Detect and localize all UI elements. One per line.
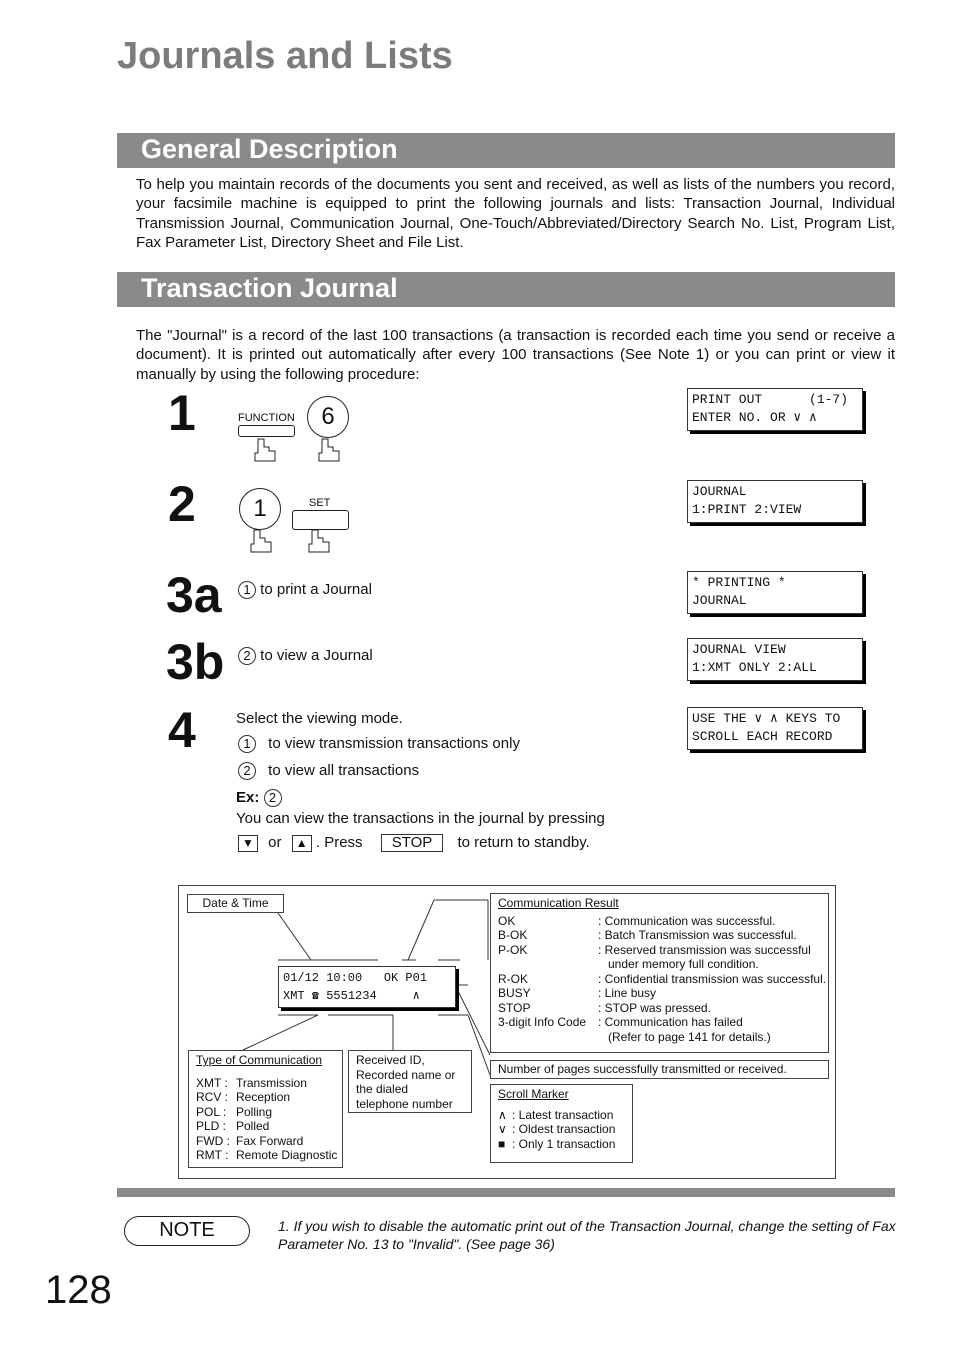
comm-type-code: POL : — [196, 1104, 227, 1119]
comm-type-code: RMT : — [196, 1148, 229, 1162]
display-line-2: XMT ☎ 5551234 ∧ — [283, 989, 420, 1003]
result-row — [498, 914, 821, 929]
lcd-step-3b — [687, 638, 863, 681]
comm-type-code: RCV : — [196, 1090, 229, 1104]
function-key-label: FUNCTION — [238, 412, 295, 424]
result-description: : STOP was pressed. — [598, 1000, 711, 1015]
result-code: BUSY — [498, 986, 531, 1000]
result-row — [498, 928, 821, 943]
lcd-line-2: 1:XMT ONLY 2:ALL — [692, 660, 817, 675]
comm-type-row — [196, 1076, 335, 1091]
divider-bar — [117, 1188, 895, 1197]
result-code: STOP — [498, 1000, 531, 1015]
example-line — [236, 789, 282, 807]
comm-type-row — [196, 1134, 335, 1149]
result-code: B-OK — [498, 928, 528, 942]
result-row — [498, 1015, 821, 1030]
communication-result-title: Communication Result — [498, 896, 619, 910]
step-2-number: 2 — [168, 476, 196, 532]
example-label: Ex: — [236, 789, 260, 806]
result-row — [498, 1001, 821, 1016]
result-description: : Reserved transmission was successful — [598, 942, 811, 957]
page-number: 128 — [45, 1268, 112, 1312]
chapter-title: Journals and Lists — [117, 35, 453, 77]
down-arrow-key[interactable]: ▼ — [238, 835, 258, 852]
lcd-step-1 — [687, 388, 863, 431]
set-button[interactable] — [292, 510, 349, 530]
result-code — [498, 1030, 598, 1045]
scroll-marker-box — [490, 1084, 633, 1163]
pages-box: Number of pages successfully transmitted or received. — [490, 1060, 829, 1079]
result-description: : Communication has failed — [598, 1015, 743, 1029]
step-3a-instruction — [238, 581, 372, 599]
scroll-description: : Latest transaction — [512, 1107, 614, 1122]
section-heading-general: General Description — [117, 133, 895, 168]
result-description: : Communication was successful. — [598, 913, 776, 928]
or-text: or — [268, 834, 282, 851]
lcd-line-1: JOURNAL — [692, 484, 747, 499]
lcd-line-2: ENTER NO. OR ∨ ∧ — [692, 410, 817, 425]
set-key-label: SET — [309, 497, 331, 509]
step-3a-number: 3a — [166, 567, 222, 623]
step-3b-number: 3b — [166, 634, 225, 690]
scroll-marker-title: Scroll Marker — [498, 1087, 569, 1101]
note-text: 1. If you wish to disable the automatic print out of the Transaction Journal, change the setting of Fax Parameter No. 13 to "Invalid". (See page 36) — [278, 1218, 896, 1252]
option-2-text: to view all transactions — [268, 762, 420, 779]
option-1-text: to view transmission transactions only — [268, 735, 520, 752]
scroll-row — [498, 1122, 625, 1137]
step-4-keys-line — [238, 834, 590, 852]
result-description: under memory full condition. — [598, 957, 759, 971]
step-4-description: You can view the transactions in the journal by pressing — [236, 810, 605, 827]
comm-type-description: Transmission — [236, 1075, 307, 1090]
keypad-6-button[interactable]: 6 — [307, 396, 349, 438]
comm-type-description: Remote Diagnostic — [236, 1148, 338, 1162]
lcd-line-1: USE THE ∨ ∧ KEYS TO — [692, 711, 841, 726]
comm-type-row — [196, 1105, 335, 1120]
received-id-box: Received ID, Recorded name or the dialed telephone number — [348, 1050, 472, 1113]
result-code: P-OK — [498, 942, 528, 957]
section-heading-transaction: Transaction Journal — [117, 272, 895, 307]
step-4-option-2 — [238, 762, 419, 780]
result-description: (Refer to page 141 for details.) — [598, 1029, 771, 1044]
result-row — [498, 1030, 821, 1045]
result-row — [498, 943, 821, 958]
communication-result-list — [498, 913, 827, 1045]
lcd-step-3a — [687, 571, 863, 614]
step-4-number: 4 — [168, 702, 196, 758]
scroll-row — [498, 1137, 625, 1152]
lcd-line-2: SCROLL EACH RECORD — [692, 729, 833, 744]
result-description: : Line busy — [598, 986, 657, 1000]
press-hand-icon — [316, 437, 344, 463]
up-arrow-key[interactable]: ▲ — [292, 835, 312, 852]
comm-type-description: Reception — [236, 1090, 291, 1104]
type-of-communication-title: Type of Communication — [196, 1053, 323, 1067]
transaction-journal-text: The "Journal" is a record of the last 100 transactions (a transaction is recorded each time you send or receive a document). It is printed out automatically after every 100 transactions (See Note 1) or you can print or view it manually by using the following procedure: — [136, 327, 895, 383]
step-3a-text: to print a Journal — [260, 581, 372, 598]
result-row — [498, 957, 821, 972]
comm-type-description: Polled — [236, 1119, 270, 1133]
result-row — [498, 986, 821, 1001]
result-code — [498, 957, 598, 972]
press-hand-icon — [306, 528, 334, 554]
journal-display-sample — [278, 966, 456, 1008]
step-1-number: 1 — [168, 385, 196, 441]
lcd-line-1: * PRINTING * — [692, 575, 786, 590]
key-1-circle: 1 — [238, 581, 256, 599]
press-text: . Press — [315, 834, 363, 851]
date-time-label: Date & Time — [187, 894, 284, 913]
step-3b-text: to view a Journal — [260, 647, 373, 664]
key-2-circle: 2 — [238, 647, 256, 665]
standby-text: to return to standby. — [457, 834, 590, 851]
scroll-description: : Oldest transaction — [512, 1122, 616, 1136]
stop-key[interactable]: STOP — [381, 834, 444, 852]
key-2-circle: 2 — [238, 762, 256, 780]
communication-result-box — [490, 893, 829, 1053]
scroll-symbol-icon: ∧ — [498, 1107, 507, 1122]
result-code: 3-digit Info Code — [498, 1015, 587, 1029]
lcd-step-2 — [687, 480, 863, 523]
scroll-marker-list — [498, 1108, 625, 1152]
general-description-text: To help you maintain records of the documents you sent and received, as well as lists of the numbers you record, your facsimile machine is equipped to print the following journals and lists: Transaction Journal, Individual Transmission Journal, Communication Journal, One-Touch/Abbreviated/Directory Search No. List, Program List, Fax Parameter List, Directory Sheet and File List. — [136, 176, 895, 251]
comm-type-code: XMT : — [196, 1075, 228, 1090]
lcd-line-1: PRINT OUT (1-7) — [692, 392, 849, 407]
comm-type-description: Polling — [236, 1104, 273, 1119]
type-of-communication-box — [188, 1050, 343, 1168]
result-description: : Confidential transmission was successful. — [598, 971, 827, 986]
type-of-communication-list — [196, 1075, 338, 1163]
comm-type-description: Fax Forward — [236, 1133, 304, 1148]
scroll-symbol-icon: ■ — [498, 1136, 506, 1151]
result-code: OK — [498, 913, 516, 928]
scroll-symbol-icon: ∨ — [498, 1122, 507, 1136]
step-4-intro: Select the viewing mode. — [236, 710, 403, 727]
scroll-row — [498, 1108, 625, 1123]
lcd-line-1: JOURNAL VIEW — [692, 642, 786, 657]
lcd-line-2: JOURNAL — [692, 593, 747, 608]
step-4-option-1 — [238, 735, 520, 753]
result-code: R-OK — [498, 971, 528, 986]
display-line-1: 01/12 10:00 OK P01 — [283, 971, 428, 985]
note-badge: NOTE — [124, 1216, 250, 1246]
comm-type-code: PLD : — [196, 1119, 227, 1133]
scroll-description: : Only 1 transaction — [512, 1136, 616, 1151]
press-hand-icon — [252, 437, 280, 463]
comm-type-code: FWD : — [196, 1133, 230, 1148]
key-1-circle: 1 — [238, 735, 256, 753]
result-row — [498, 971, 827, 987]
key-2-circle: 2 — [264, 789, 282, 807]
comm-type-row — [196, 1148, 338, 1163]
lcd-line-2: 1:PRINT 2:VIEW — [692, 502, 802, 517]
keypad-1-button[interactable]: 1 — [239, 488, 281, 530]
lcd-step-4 — [687, 707, 863, 750]
comm-type-row — [196, 1090, 335, 1105]
press-hand-icon — [248, 528, 276, 554]
comm-type-row — [196, 1119, 335, 1134]
step-3b-instruction — [238, 647, 373, 665]
function-button[interactable] — [238, 425, 295, 437]
result-description: : Batch Transmission was successful. — [598, 928, 797, 942]
